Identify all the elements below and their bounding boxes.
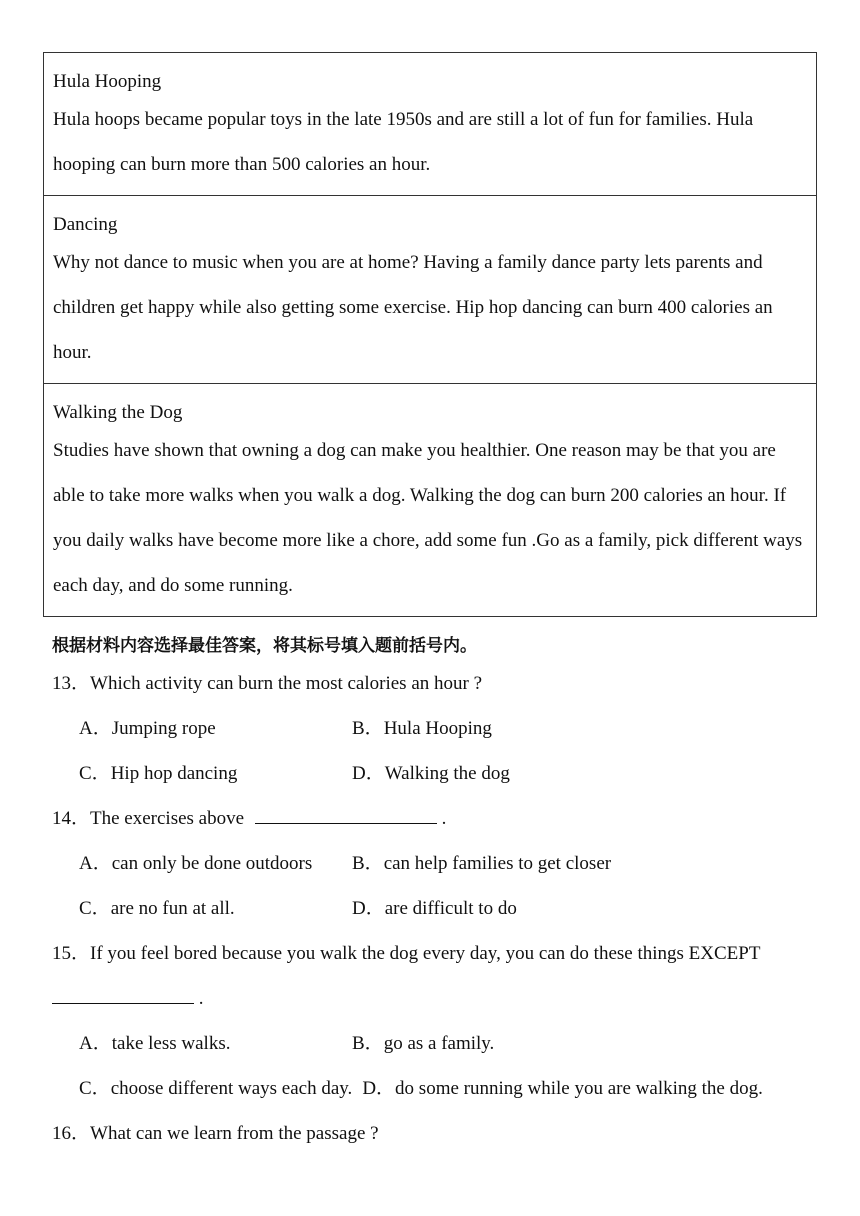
option-label: D． bbox=[362, 1078, 396, 1099]
option-text: Jumping rope bbox=[111, 718, 216, 739]
box-title: Hula Hooping bbox=[53, 71, 162, 92]
option-text: take less walks. bbox=[111, 1033, 231, 1054]
question-15-blank-line bbox=[52, 976, 817, 1021]
options-row bbox=[79, 1066, 817, 1111]
instruction-text: 根据材料内容选择最佳答案，将其标号填入题前括号内。 bbox=[52, 636, 477, 656]
box-title: Walking the Dog bbox=[53, 402, 183, 423]
option-label: C． bbox=[79, 898, 111, 919]
option-label: B． bbox=[352, 1033, 384, 1054]
option-b[interactable] bbox=[352, 706, 492, 751]
option-label: A． bbox=[79, 718, 112, 739]
option-text: are no fun at all. bbox=[110, 898, 235, 919]
question-text: The exercises above bbox=[90, 808, 245, 829]
box-title: Dancing bbox=[53, 214, 118, 235]
question-number: 16． bbox=[52, 1123, 91, 1144]
options-row bbox=[79, 1021, 817, 1066]
option-text: can help families to get closer bbox=[383, 853, 612, 874]
box-hula-hooping bbox=[44, 53, 817, 196]
option-a[interactable] bbox=[79, 706, 352, 751]
option-d[interactable] bbox=[352, 886, 517, 931]
option-text: are difficult to do bbox=[384, 898, 517, 919]
options-row bbox=[79, 706, 817, 751]
option-b[interactable] bbox=[352, 1021, 494, 1066]
option-c[interactable] bbox=[79, 886, 352, 931]
question-text: Which activity can burn the most calories an hour ? bbox=[90, 673, 483, 694]
option-text: choose different ways each day. bbox=[110, 1078, 353, 1099]
answer-blank[interactable] bbox=[255, 803, 437, 824]
question-number: 14． bbox=[52, 808, 91, 829]
option-label: D． bbox=[352, 898, 385, 919]
question-text-end: . bbox=[198, 988, 204, 1009]
option-label: C． bbox=[79, 1078, 111, 1099]
option-a[interactable] bbox=[79, 1021, 352, 1066]
option-c[interactable] bbox=[79, 751, 352, 796]
box-row bbox=[44, 53, 817, 196]
question-text: If you feel bored because you walk the dog every day, you can do these things EXCEPT bbox=[90, 943, 761, 964]
box-body: Studies have shown that owning a dog can make you healthier. One reason may be that you are able to take more walks when you walk a dog. Walking the dog can burn 200 calories an hour. If you daily walks have become more like a chore, add some fun .Go as a family, pick different ways each day, and do some running. bbox=[53, 440, 803, 596]
options-row bbox=[79, 841, 817, 886]
box-walking-the-dog bbox=[44, 384, 817, 617]
options-row bbox=[79, 751, 817, 796]
question-text-end: . bbox=[441, 808, 447, 829]
question-number: 13． bbox=[52, 673, 91, 694]
option-c[interactable] bbox=[79, 1066, 352, 1111]
option-a[interactable] bbox=[79, 841, 352, 886]
box-row bbox=[44, 384, 817, 617]
option-d[interactable] bbox=[362, 1066, 763, 1111]
option-label: B． bbox=[352, 718, 384, 739]
option-label: B． bbox=[352, 853, 384, 874]
option-text: can only be done outdoors bbox=[111, 853, 313, 874]
question-number: 15． bbox=[52, 943, 91, 964]
worksheet bbox=[43, 52, 817, 1156]
option-text: Hula Hooping bbox=[383, 718, 492, 739]
option-text: Hip hop dancing bbox=[110, 763, 238, 784]
option-b[interactable] bbox=[352, 841, 611, 886]
reading-boxes-table bbox=[43, 52, 817, 617]
options-row bbox=[79, 886, 817, 931]
box-dancing bbox=[44, 196, 817, 384]
question-14 bbox=[52, 796, 817, 841]
option-text: go as a family. bbox=[383, 1033, 495, 1054]
question-text: What can we learn from the passage ? bbox=[90, 1123, 379, 1144]
question-13 bbox=[52, 661, 817, 706]
option-label: A． bbox=[79, 1033, 112, 1054]
answer-blank[interactable] bbox=[52, 983, 194, 1004]
option-label: C． bbox=[79, 763, 111, 784]
option-label: D． bbox=[352, 763, 385, 784]
question-15 bbox=[52, 931, 817, 976]
box-body: Hula hoops became popular toys in the late 1950s and are still a lot of fun for families. Hula hooping can burn more than 500 calories an hour. bbox=[53, 109, 754, 175]
box-row bbox=[44, 196, 817, 384]
option-text: Walking the dog bbox=[384, 763, 510, 784]
option-text: do some running while you are walking the dog. bbox=[395, 1078, 763, 1099]
option-label: A． bbox=[79, 853, 112, 874]
question-16 bbox=[52, 1111, 817, 1156]
box-body: Why not dance to music when you are at home? Having a family dance party lets parents and children get happy while also getting some exercise. Hip hop dancing can burn 400 calories an hour. bbox=[53, 252, 773, 363]
option-d[interactable] bbox=[352, 751, 510, 796]
